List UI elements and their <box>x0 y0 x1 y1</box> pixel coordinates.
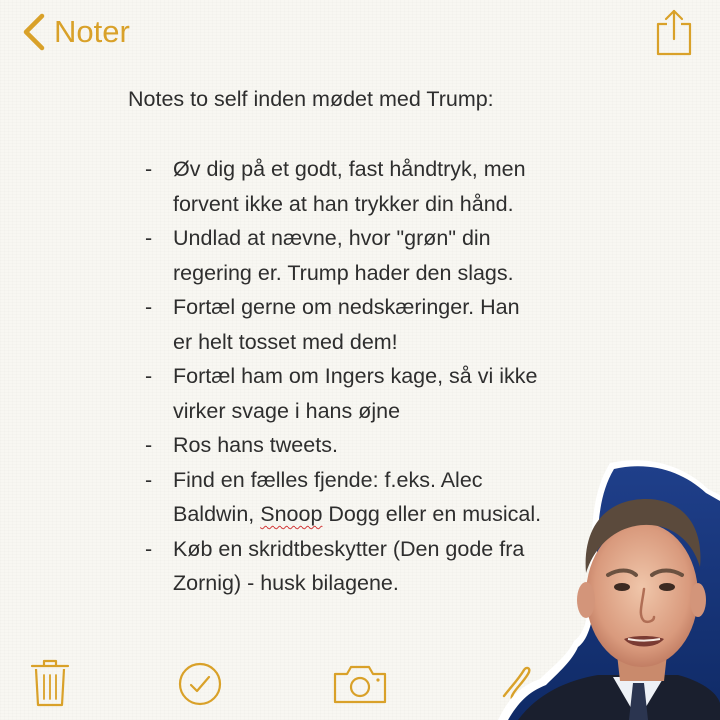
list-item <box>0 359 720 428</box>
portrait-photo <box>478 455 720 720</box>
misspelled-word[interactable]: Snoop <box>260 502 323 526</box>
delete-button[interactable] <box>30 657 70 714</box>
list-item-line: forvent ikke at han trykker din hånd. <box>173 191 514 216</box>
list-item-line: Undlad at nævne, hvor "grøn" din <box>173 226 491 250</box>
list-item-line: virker svage i hans øjne <box>173 398 401 423</box>
bullet-dash: - <box>145 295 153 319</box>
list-item-line: Køb en skridtbeskytter (Den gode fra <box>173 536 525 561</box>
list-item-line: Ros hans tweets. <box>173 433 338 457</box>
bullet-dash: - <box>145 433 153 457</box>
checkmark-icon <box>176 695 224 712</box>
note-title: Notes to self inden mødet med Trump: <box>128 87 494 111</box>
text-segment: Dogg eller en musical. <box>322 502 542 526</box>
bullet-dash: - <box>145 467 153 492</box>
list-item <box>0 152 720 221</box>
list-item <box>0 290 720 359</box>
bullet-dash: - <box>145 364 153 388</box>
bullet-dash: - <box>145 157 153 181</box>
camera-button[interactable] <box>331 662 389 711</box>
back-button-label: Noter <box>54 14 130 49</box>
list-item-line: Zornig) - husk bilagene. <box>173 571 399 595</box>
chevron-left-icon <box>20 10 46 54</box>
list-item-line: Find en fælles fjende: f.eks. Alec <box>173 467 483 492</box>
list-item-line: Fortæl gerne om nedskæringer. Han <box>173 295 520 319</box>
list-item-line: Fortæl ham om Ingers kage, så vi ikke <box>173 364 538 388</box>
bullet-dash: - <box>145 536 153 561</box>
back-button[interactable] <box>20 10 130 54</box>
list-item-line: regering er. Trump hader den slags. <box>173 260 514 285</box>
camera-icon <box>331 693 389 710</box>
list-item <box>0 221 720 290</box>
list-item-line: Øv dig på et godt, fast håndtryk, men <box>173 157 526 181</box>
share-button[interactable] <box>654 8 694 63</box>
navigation-bar <box>0 0 720 70</box>
text-segment: Baldwin, <box>173 502 261 526</box>
share-icon <box>654 45 694 62</box>
trash-icon <box>30 696 70 713</box>
checklist-button[interactable] <box>176 660 224 713</box>
list-item-line: er helt tosset med dem! <box>173 329 398 354</box>
bullet-dash: - <box>145 226 153 250</box>
